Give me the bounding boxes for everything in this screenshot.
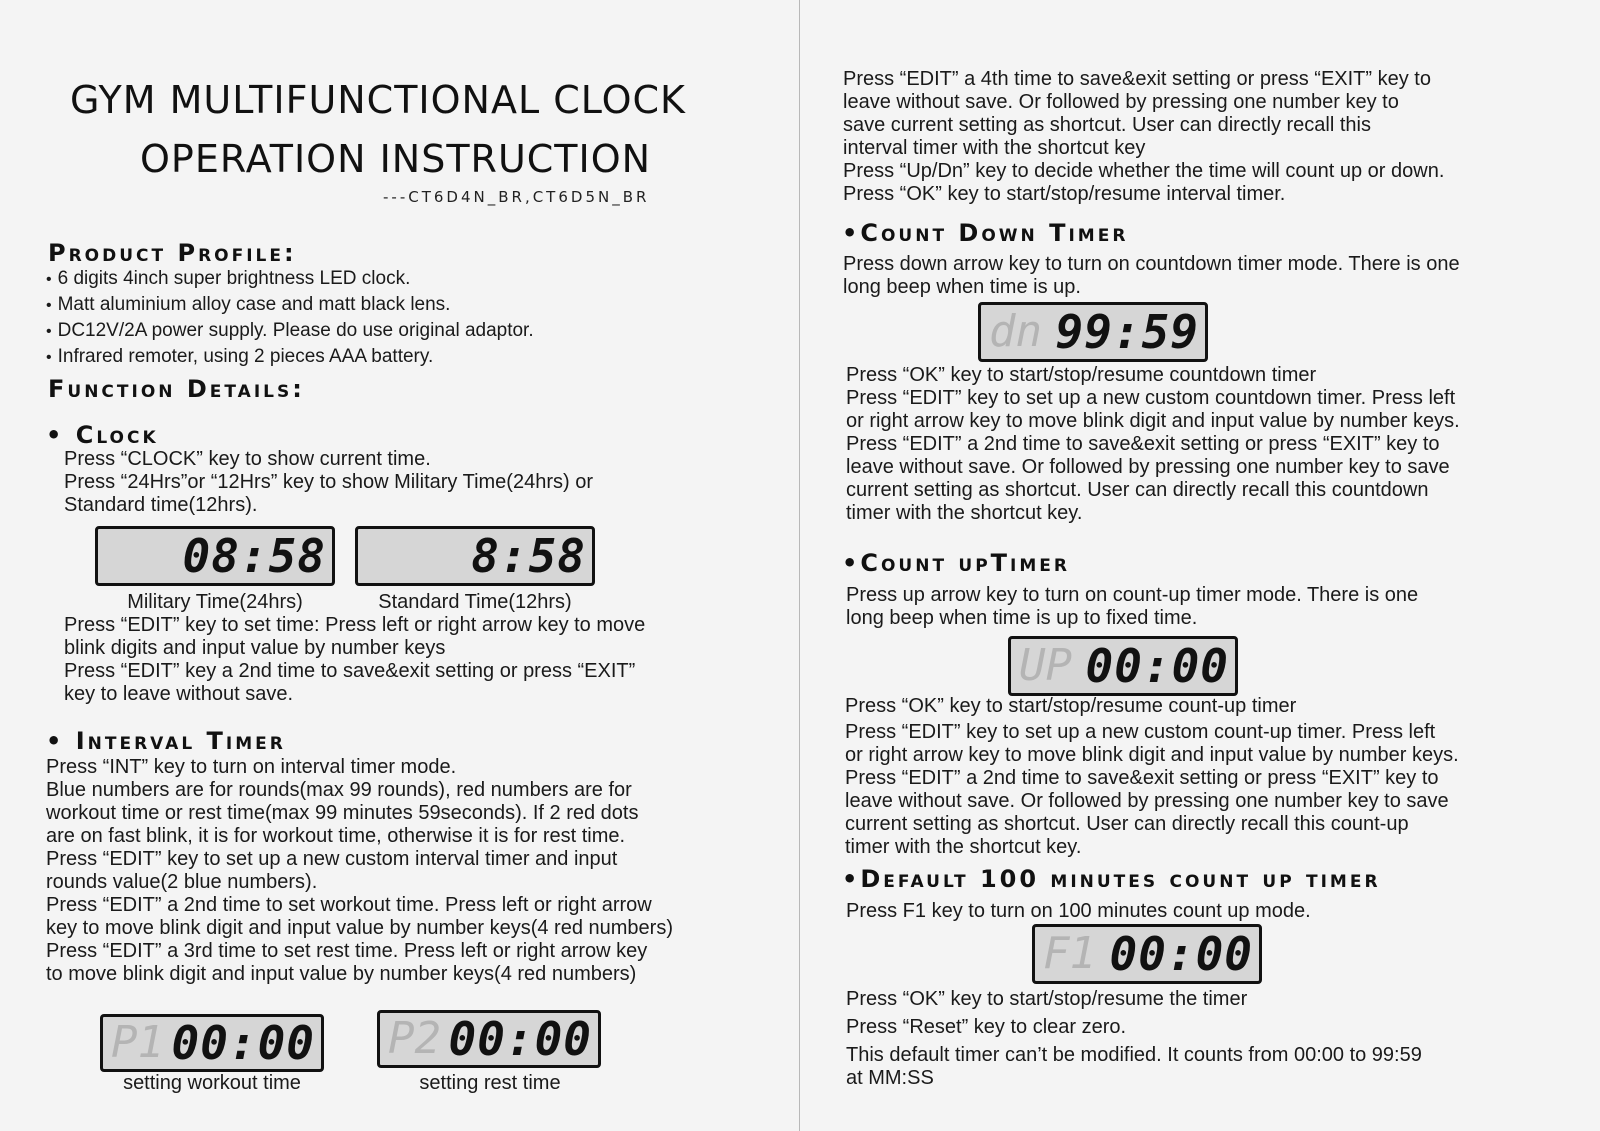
- countup-heading-text: Count upTimer: [860, 549, 1070, 577]
- function-details-heading: Function Details:: [48, 375, 305, 403]
- interval-text-line: rounds value(2 blue numbers).: [46, 871, 318, 893]
- default-timer-heading: •Default 100 minutes count up timer: [842, 865, 1381, 893]
- countup-text-line: leave without save. Or followed by pressing one number key to save: [845, 790, 1449, 812]
- interval-text-line: are on fast blink, it is for workout time, otherwise it is for rest time.: [46, 825, 626, 847]
- interval-heading-text: Interval Timer: [75, 727, 286, 755]
- lcd-display-p2: [377, 1010, 601, 1068]
- countdown-text-line: Press down arrow key to turn on countdown timer mode. There is one: [843, 253, 1460, 275]
- lcd-digits: 8:58: [471, 529, 586, 583]
- countdown-text-line: current setting as shortcut. User can directly recall this countdown: [846, 479, 1429, 501]
- countup-text-line: Press up arrow key to turn on count-up timer mode. There is one: [846, 584, 1419, 606]
- clock-text-line: Press “CLOCK” key to show current time.: [64, 448, 431, 470]
- interval-text-line: key to move blink digit and input value by number keys(4 red numbers): [46, 917, 673, 939]
- countup-text-line: or right arrow key to move blink digit and input value by number keys.: [845, 744, 1459, 766]
- interval-cont-line: leave without save. Or followed by pressing one number key to: [843, 91, 1399, 113]
- interval-cont-line: interval timer with the shortcut key: [843, 137, 1146, 159]
- interval-cont-line: Press “EDIT” a 4th time to save&exit setting or press “EXIT” key to: [843, 68, 1431, 90]
- countdown-text-line: leave without save. Or followed by pressing one number key to save: [846, 456, 1450, 478]
- default-text-line: at MM:SS: [846, 1067, 934, 1089]
- countup-text-line: Press “OK” key to start/stop/resume count-up timer: [845, 695, 1297, 717]
- clock-text-line: Press “EDIT” key to set time: Press left or right arrow key to move: [64, 614, 646, 636]
- interval-text-line: to move blink digit and input value by number keys(4 red numbers): [46, 963, 637, 985]
- interval-text-line: Press “EDIT” key to set up a new custom interval timer and input: [46, 848, 618, 870]
- model-numbers: ---CT6D4N_BR,CT6D5N_BR: [383, 188, 650, 206]
- interval-text-line: Press “INT” key to turn on interval timer mode.: [46, 756, 457, 778]
- default-text-line: Press F1 key to turn on 100 minutes count up mode.: [846, 900, 1311, 922]
- lcd-caption-p2: setting rest time: [419, 1072, 561, 1094]
- lcd-digits: 08:58: [182, 529, 326, 583]
- lcd-prefix: UP: [1019, 640, 1072, 691]
- lcd-display-p1: [100, 1014, 324, 1072]
- interval-text-line: Blue numbers are for rounds(max 99 rounds), red numbers are for: [46, 779, 632, 801]
- default-text-line: Press “Reset” key to clear zero.: [846, 1016, 1127, 1038]
- doc-title-line1: GYM MULTIFUNCTIONAL CLOCK: [70, 78, 686, 122]
- countdown-text-line: Press “OK” key to start/stop/resume countdown timer: [846, 364, 1317, 386]
- clock-text-line: Standard time(12hrs).: [64, 494, 258, 516]
- interval-text-line: Press “EDIT” a 3rd time to set rest time. Press left or right arrow key: [46, 940, 648, 962]
- countup-heading: •Count upTimer: [842, 549, 1070, 577]
- countdown-text-line: timer with the shortcut key.: [846, 502, 1083, 524]
- lcd-digits: 00:00: [1085, 639, 1229, 693]
- clock-text-line: blink digits and input value by number keys: [64, 637, 446, 659]
- lcd-digits: 00:00: [448, 1012, 592, 1066]
- lcd-digits: 00:00: [171, 1016, 315, 1070]
- interval-cont-line: Press “OK” key to start/stop/resume interval timer.: [843, 183, 1286, 205]
- countup-text-line: current setting as shortcut. User can directly recall this count-up: [845, 813, 1409, 835]
- profile-item: • DC12V/2A power supply. Please do use original adaptor.: [46, 319, 534, 343]
- profile-item: • Infrared remoter, using 2 pieces AAA battery.: [46, 345, 433, 369]
- lcd-display-24h: [95, 526, 335, 586]
- doc-title-line2: OPERATION INSTRUCTION: [140, 137, 652, 181]
- lcd-display-12h: [355, 526, 595, 586]
- lcd-display-countup: [1008, 636, 1238, 696]
- countup-text-line: timer with the shortcut key.: [845, 836, 1082, 858]
- countdown-heading: •Count Down Timer: [842, 219, 1129, 247]
- lcd-digits: 99:59: [1055, 305, 1199, 359]
- default-text-line: This default timer can’t be modified. It counts from 00:00 to 99:59: [846, 1044, 1422, 1066]
- page-divider: [799, 0, 800, 1131]
- countdown-text-line: long beep when time is up.: [843, 276, 1081, 298]
- lcd-prefix: P2: [388, 1013, 441, 1064]
- interval-cont-line: save current setting as shortcut. User can directly recall this: [843, 114, 1371, 136]
- clock-text-line: key to leave without save.: [64, 683, 294, 705]
- lcd-prefix: F1: [1043, 928, 1096, 979]
- countdown-text-line: Press “EDIT” key to set up a new custom countdown timer. Press left: [846, 387, 1456, 409]
- countup-text-line: Press “EDIT” key to set up a new custom count-up timer. Press left: [845, 721, 1436, 743]
- default-text-line: Press “OK” key to start/stop/resume the timer: [846, 988, 1248, 1010]
- countdown-text-line: Press “EDIT” a 2nd time to save&exit setting or press “EXIT” key to: [846, 433, 1440, 455]
- clock-heading: • Clock: [46, 421, 159, 449]
- clock-heading-text: Clock: [75, 421, 159, 449]
- lcd-caption-p1: setting workout time: [123, 1072, 301, 1094]
- interval-text-line: Press “EDIT” a 2nd time to set workout time. Press left or right arrow: [46, 894, 652, 916]
- countdown-text-line: or right arrow key to move blink digit and input value by number keys.: [846, 410, 1460, 432]
- interval-heading: • Interval Timer: [46, 727, 286, 755]
- lcd-caption-24h: Military Time(24hrs): [127, 591, 303, 613]
- lcd-caption-12h: Standard Time(12hrs): [378, 591, 572, 613]
- lcd-digits: 00:00: [1109, 927, 1253, 981]
- lcd-display-f1: [1032, 924, 1262, 984]
- clock-text-line: Press “EDIT” key a 2nd time to save&exit setting or press “EXIT”: [64, 660, 636, 682]
- lcd-prefix: P1: [111, 1017, 164, 1068]
- interval-cont-line: Press “Up/Dn” key to decide whether the time will count up or down.: [843, 160, 1445, 182]
- default-timer-heading-text: Default 100 minutes count up timer: [860, 865, 1381, 893]
- interval-text-line: workout time or rest time(max 99 minutes 59seconds). If 2 red dots: [46, 802, 639, 824]
- profile-item: • 6 digits 4inch super brightness LED clock.: [46, 267, 410, 291]
- product-profile-heading: Product Profile:: [48, 239, 297, 267]
- countdown-heading-text: Count Down Timer: [860, 219, 1129, 247]
- countup-text-line: Press “EDIT” a 2nd time to save&exit setting or press “EXIT” key to: [845, 767, 1439, 789]
- countup-text-line: long beep when time is up to fixed time.: [846, 607, 1198, 629]
- lcd-prefix: dn: [989, 306, 1042, 357]
- profile-item: • Matt aluminium alloy case and matt black lens.: [46, 293, 450, 317]
- clock-text-line: Press “24Hrs”or “12Hrs” key to show Military Time(24hrs) or: [64, 471, 593, 493]
- lcd-display-countdown: [978, 302, 1208, 362]
